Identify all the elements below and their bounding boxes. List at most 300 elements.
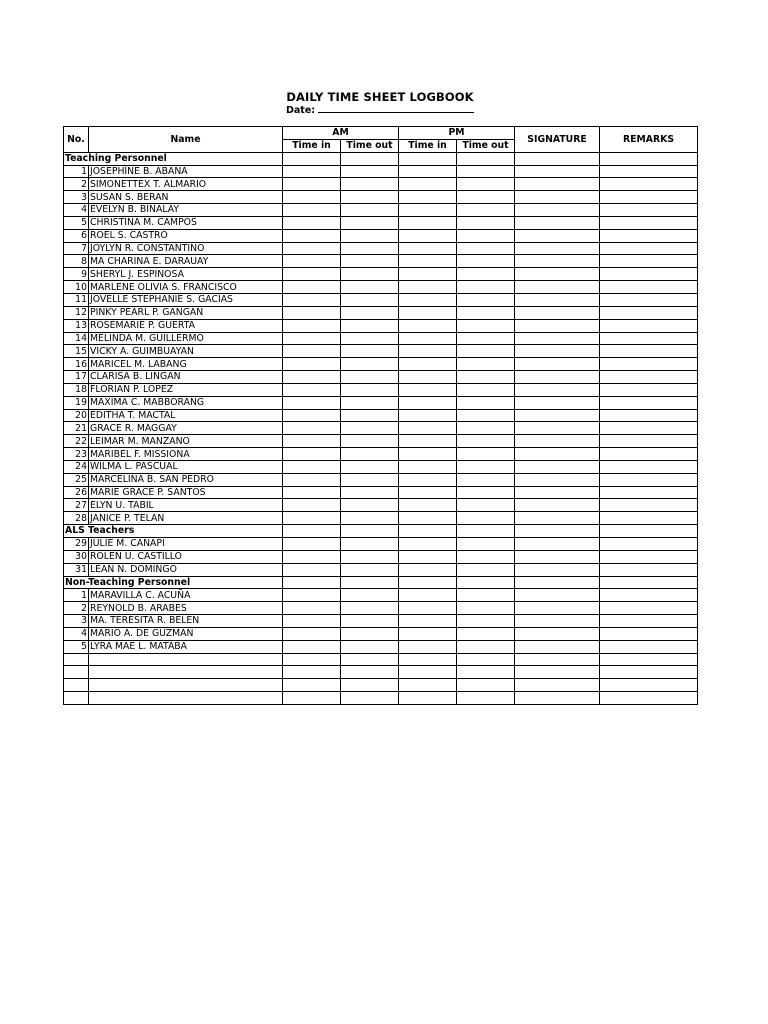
row-name[interactable] [89, 692, 283, 705]
am-time-in-cell[interactable] [283, 615, 341, 628]
am-time-in-cell[interactable] [283, 525, 341, 538]
table-row [64, 563, 698, 576]
am-time-out-cell[interactable] [341, 435, 399, 448]
am-time-out-cell[interactable] [341, 358, 399, 371]
signature-cell[interactable] [515, 204, 600, 217]
pm-time-in-cell[interactable] [399, 242, 457, 255]
pm-time-in-cell[interactable] [399, 371, 457, 384]
pm-time-out-cell[interactable] [457, 152, 515, 165]
pm-time-out-cell[interactable] [457, 460, 515, 473]
table-row [64, 615, 698, 628]
remarks-cell[interactable] [600, 152, 698, 165]
signature-cell[interactable] [515, 306, 600, 319]
table-row [64, 332, 698, 345]
am-time-in-cell[interactable] [283, 345, 341, 358]
pm-time-out-cell[interactable] [457, 589, 515, 602]
am-time-in-cell[interactable] [283, 550, 341, 563]
am-time-out-cell[interactable] [341, 627, 399, 640]
pm-time-in-cell[interactable] [399, 525, 457, 538]
signature-cell[interactable] [515, 191, 600, 204]
table-row [64, 409, 698, 422]
am-time-out-cell[interactable] [341, 293, 399, 306]
am-time-out-cell[interactable] [341, 396, 399, 409]
pm-time-in-cell[interactable] [399, 448, 457, 461]
am-time-out-cell[interactable] [341, 615, 399, 628]
remarks-cell[interactable] [600, 422, 698, 435]
row-number [64, 679, 89, 692]
row-number: 29 [64, 538, 89, 551]
remarks-cell[interactable] [600, 178, 698, 191]
row-number: 25 [64, 473, 89, 486]
am-time-out-cell[interactable] [341, 576, 399, 589]
pm-time-out-cell[interactable] [457, 409, 515, 422]
pm-time-in-cell[interactable] [399, 152, 457, 165]
am-time-in-cell[interactable] [283, 383, 341, 396]
am-time-out-cell[interactable] [341, 512, 399, 525]
pm-time-out-cell[interactable] [457, 229, 515, 242]
signature-cell[interactable] [515, 371, 600, 384]
pm-time-out-cell[interactable] [457, 653, 515, 666]
blank-row [64, 653, 698, 666]
am-time-in-cell[interactable] [283, 242, 341, 255]
signature-cell[interactable] [515, 627, 600, 640]
am-time-out-cell[interactable] [341, 306, 399, 319]
pm-time-in-cell[interactable] [399, 204, 457, 217]
table-row [64, 281, 698, 294]
table-row [64, 627, 698, 640]
pm-time-out-cell[interactable] [457, 319, 515, 332]
am-time-in-cell[interactable] [283, 422, 341, 435]
signature-cell[interactable] [515, 679, 600, 692]
am-time-in-cell[interactable] [283, 512, 341, 525]
pm-time-out-cell[interactable] [457, 293, 515, 306]
am-time-out-cell[interactable] [341, 216, 399, 229]
remarks-cell[interactable] [600, 358, 698, 371]
am-time-in-cell[interactable] [283, 332, 341, 345]
pm-time-in-cell[interactable] [399, 550, 457, 563]
pm-time-out-cell[interactable] [457, 178, 515, 191]
remarks-cell[interactable] [600, 460, 698, 473]
pm-time-out-cell[interactable] [457, 204, 515, 217]
pm-time-in-cell[interactable] [399, 602, 457, 615]
row-name: JOSEPHINE B. ABANA [89, 165, 283, 178]
pm-time-in-cell[interactable] [399, 512, 457, 525]
am-time-in-cell[interactable] [283, 538, 341, 551]
remarks-cell[interactable] [600, 602, 698, 615]
remarks-cell[interactable] [600, 409, 698, 422]
am-time-in-cell[interactable] [283, 371, 341, 384]
am-time-out-cell[interactable] [341, 268, 399, 281]
am-time-out-cell[interactable] [341, 679, 399, 692]
remarks-cell[interactable] [600, 550, 698, 563]
remarks-cell[interactable] [600, 679, 698, 692]
blank-row [64, 666, 698, 679]
pm-time-in-cell[interactable] [399, 486, 457, 499]
pm-time-out-cell[interactable] [457, 473, 515, 486]
table-row [64, 293, 698, 306]
signature-cell[interactable] [515, 319, 600, 332]
am-time-out-cell[interactable] [341, 550, 399, 563]
am-time-in-cell[interactable] [283, 268, 341, 281]
header-signature: SIGNATURE [515, 127, 600, 153]
row-name[interactable] [89, 679, 283, 692]
am-time-in-cell[interactable] [283, 692, 341, 705]
am-time-out-cell[interactable] [341, 460, 399, 473]
am-time-in-cell[interactable] [283, 563, 341, 576]
pm-time-in-cell[interactable] [399, 692, 457, 705]
pm-time-out-cell[interactable] [457, 563, 515, 576]
table-row [64, 383, 698, 396]
am-time-out-cell[interactable] [341, 255, 399, 268]
am-time-in-cell[interactable] [283, 409, 341, 422]
am-time-out-cell[interactable] [341, 319, 399, 332]
am-time-in-cell[interactable] [283, 319, 341, 332]
table-row [64, 371, 698, 384]
pm-time-out-cell[interactable] [457, 550, 515, 563]
pm-time-in-cell[interactable] [399, 409, 457, 422]
pm-time-out-cell[interactable] [457, 679, 515, 692]
am-time-in-cell[interactable] [283, 666, 341, 679]
am-time-out-cell[interactable] [341, 178, 399, 191]
remarks-cell[interactable] [600, 615, 698, 628]
am-time-in-cell[interactable] [283, 486, 341, 499]
am-time-in-cell[interactable] [283, 306, 341, 319]
remarks-cell[interactable] [600, 191, 698, 204]
pm-time-in-cell[interactable] [399, 191, 457, 204]
signature-cell[interactable] [515, 525, 600, 538]
table-row [64, 640, 698, 653]
pm-time-out-cell[interactable] [457, 512, 515, 525]
remarks-cell[interactable] [600, 268, 698, 281]
pm-time-out-cell[interactable] [457, 499, 515, 512]
row-name: SUSAN S. BERAN [89, 191, 283, 204]
signature-cell[interactable] [515, 615, 600, 628]
header-am-time-out: Time out [341, 139, 399, 152]
remarks-cell[interactable] [600, 345, 698, 358]
am-time-in-cell[interactable] [283, 216, 341, 229]
pm-time-in-cell[interactable] [399, 345, 457, 358]
am-time-in-cell[interactable] [283, 396, 341, 409]
am-time-in-cell[interactable] [283, 602, 341, 615]
am-time-out-cell[interactable] [341, 371, 399, 384]
remarks-cell[interactable] [600, 666, 698, 679]
pm-time-out-cell[interactable] [457, 358, 515, 371]
pm-time-out-cell[interactable] [457, 281, 515, 294]
remarks-cell[interactable] [600, 332, 698, 345]
signature-cell[interactable] [515, 486, 600, 499]
am-time-in-cell[interactable] [283, 178, 341, 191]
signature-cell[interactable] [515, 692, 600, 705]
pm-time-out-cell[interactable] [457, 640, 515, 653]
pm-time-in-cell[interactable] [399, 473, 457, 486]
pm-time-in-cell[interactable] [399, 615, 457, 628]
remarks-cell[interactable] [600, 319, 698, 332]
signature-cell[interactable] [515, 422, 600, 435]
pm-time-in-cell[interactable] [399, 293, 457, 306]
am-time-out-cell[interactable] [341, 332, 399, 345]
table-row [64, 602, 698, 615]
pm-time-in-cell[interactable] [399, 460, 457, 473]
am-time-in-cell[interactable] [283, 473, 341, 486]
am-time-out-cell[interactable] [341, 602, 399, 615]
signature-cell[interactable] [515, 473, 600, 486]
pm-time-out-cell[interactable] [457, 448, 515, 461]
am-time-out-cell[interactable] [341, 525, 399, 538]
signature-cell[interactable] [515, 409, 600, 422]
remarks-cell[interactable] [600, 435, 698, 448]
pm-time-out-cell[interactable] [457, 396, 515, 409]
header-remarks: REMARKS [600, 127, 698, 153]
am-time-out-cell[interactable] [341, 152, 399, 165]
signature-cell[interactable] [515, 242, 600, 255]
signature-cell[interactable] [515, 653, 600, 666]
am-time-out-cell[interactable] [341, 281, 399, 294]
pm-time-in-cell[interactable] [399, 589, 457, 602]
pm-time-out-cell[interactable] [457, 666, 515, 679]
am-time-out-cell[interactable] [341, 666, 399, 679]
am-time-in-cell[interactable] [283, 229, 341, 242]
am-time-out-cell[interactable] [341, 191, 399, 204]
am-time-out-cell[interactable] [341, 229, 399, 242]
remarks-cell[interactable] [600, 165, 698, 178]
pm-time-out-cell[interactable] [457, 165, 515, 178]
remarks-cell[interactable] [600, 512, 698, 525]
pm-time-in-cell[interactable] [399, 576, 457, 589]
pm-time-in-cell[interactable] [399, 679, 457, 692]
signature-cell[interactable] [515, 281, 600, 294]
signature-cell[interactable] [515, 345, 600, 358]
am-time-in-cell[interactable] [283, 435, 341, 448]
signature-cell[interactable] [515, 229, 600, 242]
am-time-out-cell[interactable] [341, 204, 399, 217]
pm-time-in-cell[interactable] [399, 499, 457, 512]
remarks-cell[interactable] [600, 640, 698, 653]
signature-cell[interactable] [515, 576, 600, 589]
pm-time-in-cell[interactable] [399, 358, 457, 371]
pm-time-in-cell[interactable] [399, 396, 457, 409]
signature-cell[interactable] [515, 563, 600, 576]
am-time-out-cell[interactable] [341, 538, 399, 551]
am-time-in-cell[interactable] [283, 255, 341, 268]
remarks-cell[interactable] [600, 563, 698, 576]
remarks-cell[interactable] [600, 473, 698, 486]
signature-cell[interactable] [515, 268, 600, 281]
remarks-cell[interactable] [600, 229, 698, 242]
table-row [64, 306, 698, 319]
row-number: 10 [64, 281, 89, 294]
pm-time-out-cell[interactable] [457, 692, 515, 705]
remarks-cell[interactable] [600, 281, 698, 294]
am-time-in-cell[interactable] [283, 499, 341, 512]
signature-cell[interactable] [515, 358, 600, 371]
signature-cell[interactable] [515, 589, 600, 602]
am-time-in-cell[interactable] [283, 589, 341, 602]
pm-time-out-cell[interactable] [457, 422, 515, 435]
am-time-out-cell[interactable] [341, 345, 399, 358]
am-time-in-cell[interactable] [283, 640, 341, 653]
row-number: 1 [64, 165, 89, 178]
signature-cell[interactable] [515, 152, 600, 165]
remarks-cell[interactable] [600, 653, 698, 666]
pm-time-out-cell[interactable] [457, 306, 515, 319]
am-time-in-cell[interactable] [283, 281, 341, 294]
row-number: 1 [64, 589, 89, 602]
am-time-out-cell[interactable] [341, 473, 399, 486]
am-time-out-cell[interactable] [341, 383, 399, 396]
row-name: GRACE R. MAGGAY [89, 422, 283, 435]
am-time-in-cell[interactable] [283, 460, 341, 473]
pm-time-out-cell[interactable] [457, 525, 515, 538]
remarks-cell[interactable] [600, 538, 698, 551]
pm-time-in-cell[interactable] [399, 268, 457, 281]
am-time-out-cell[interactable] [341, 640, 399, 653]
am-time-out-cell[interactable] [341, 165, 399, 178]
am-time-in-cell[interactable] [283, 358, 341, 371]
am-time-out-cell[interactable] [341, 653, 399, 666]
am-time-out-cell[interactable] [341, 242, 399, 255]
remarks-cell[interactable] [600, 692, 698, 705]
row-number: 13 [64, 319, 89, 332]
row-name: FLORIAN P. LOPEZ [89, 383, 283, 396]
signature-cell[interactable] [515, 602, 600, 615]
pm-time-out-cell[interactable] [457, 576, 515, 589]
section-header-row [64, 525, 698, 538]
pm-time-out-cell[interactable] [457, 627, 515, 640]
am-time-in-cell[interactable] [283, 152, 341, 165]
pm-time-in-cell[interactable] [399, 383, 457, 396]
remarks-cell[interactable] [600, 486, 698, 499]
am-time-out-cell[interactable] [341, 499, 399, 512]
row-name: MARIE GRACE P. SANTOS [89, 486, 283, 499]
pm-time-out-cell[interactable] [457, 255, 515, 268]
signature-cell[interactable] [515, 383, 600, 396]
section-label-cell [64, 152, 167, 165]
am-time-out-cell[interactable] [341, 486, 399, 499]
signature-cell[interactable] [515, 666, 600, 679]
pm-time-out-cell[interactable] [457, 383, 515, 396]
pm-time-out-cell[interactable] [457, 486, 515, 499]
remarks-cell[interactable] [600, 589, 698, 602]
remarks-cell[interactable] [600, 293, 698, 306]
am-time-in-cell[interactable] [283, 653, 341, 666]
table-row [64, 486, 698, 499]
pm-time-in-cell[interactable] [399, 563, 457, 576]
pm-time-out-cell[interactable] [457, 191, 515, 204]
signature-cell[interactable] [515, 512, 600, 525]
pm-time-out-cell[interactable] [457, 332, 515, 345]
am-time-in-cell[interactable] [283, 679, 341, 692]
signature-cell[interactable] [515, 499, 600, 512]
signature-cell[interactable] [515, 550, 600, 563]
am-time-out-cell[interactable] [341, 448, 399, 461]
pm-time-out-cell[interactable] [457, 602, 515, 615]
remarks-cell[interactable] [600, 396, 698, 409]
pm-time-in-cell[interactable] [399, 666, 457, 679]
row-name[interactable] [89, 666, 283, 679]
remarks-cell[interactable] [600, 627, 698, 640]
pm-time-out-cell[interactable] [457, 242, 515, 255]
row-name: SHERYL J. ESPINOSA [89, 268, 283, 281]
pm-time-out-cell[interactable] [457, 371, 515, 384]
signature-cell[interactable] [515, 332, 600, 345]
signature-cell[interactable] [515, 165, 600, 178]
pm-time-out-cell[interactable] [457, 216, 515, 229]
signature-cell[interactable] [515, 435, 600, 448]
pm-time-out-cell[interactable] [457, 615, 515, 628]
am-time-in-cell[interactable] [283, 191, 341, 204]
remarks-cell[interactable] [600, 242, 698, 255]
am-time-out-cell[interactable] [341, 422, 399, 435]
remarks-cell[interactable] [600, 204, 698, 217]
am-time-in-cell[interactable] [283, 627, 341, 640]
signature-cell[interactable] [515, 460, 600, 473]
am-time-out-cell[interactable] [341, 692, 399, 705]
pm-time-in-cell[interactable] [399, 216, 457, 229]
pm-time-in-cell[interactable] [399, 306, 457, 319]
signature-cell[interactable] [515, 396, 600, 409]
am-time-in-cell[interactable] [283, 448, 341, 461]
pm-time-in-cell[interactable] [399, 627, 457, 640]
table-row [64, 422, 698, 435]
remarks-cell[interactable] [600, 371, 698, 384]
remarks-cell[interactable] [600, 448, 698, 461]
am-time-in-cell[interactable] [283, 576, 341, 589]
remarks-cell[interactable] [600, 255, 698, 268]
row-number: 28 [64, 512, 89, 525]
pm-time-in-cell[interactable] [399, 281, 457, 294]
pm-time-in-cell[interactable] [399, 332, 457, 345]
signature-cell[interactable] [515, 640, 600, 653]
signature-cell[interactable] [515, 255, 600, 268]
pm-time-in-cell[interactable] [399, 255, 457, 268]
pm-time-in-cell[interactable] [399, 178, 457, 191]
row-name: JOYLYN R. CONSTANTINO [89, 242, 283, 255]
signature-cell[interactable] [515, 216, 600, 229]
pm-time-in-cell[interactable] [399, 640, 457, 653]
pm-time-in-cell[interactable] [399, 165, 457, 178]
remarks-cell[interactable] [600, 216, 698, 229]
remarks-cell[interactable] [600, 383, 698, 396]
pm-time-in-cell[interactable] [399, 435, 457, 448]
row-number: 2 [64, 178, 89, 191]
pm-time-out-cell[interactable] [457, 268, 515, 281]
row-number: 5 [64, 640, 89, 653]
pm-time-in-cell[interactable] [399, 319, 457, 332]
am-time-in-cell[interactable] [283, 293, 341, 306]
pm-time-out-cell[interactable] [457, 345, 515, 358]
am-time-in-cell[interactable] [283, 204, 341, 217]
pm-time-out-cell[interactable] [457, 435, 515, 448]
signature-cell[interactable] [515, 538, 600, 551]
am-time-out-cell[interactable] [341, 409, 399, 422]
remarks-cell[interactable] [600, 306, 698, 319]
row-name[interactable] [89, 653, 283, 666]
am-time-out-cell[interactable] [341, 563, 399, 576]
signature-cell[interactable] [515, 293, 600, 306]
signature-cell[interactable] [515, 178, 600, 191]
remarks-cell[interactable] [600, 499, 698, 512]
signature-cell[interactable] [515, 448, 600, 461]
remarks-cell[interactable] [600, 525, 698, 538]
remarks-cell[interactable] [600, 576, 698, 589]
am-time-in-cell[interactable] [283, 165, 341, 178]
pm-time-in-cell[interactable] [399, 538, 457, 551]
pm-time-in-cell[interactable] [399, 229, 457, 242]
pm-time-out-cell[interactable] [457, 538, 515, 551]
pm-time-in-cell[interactable] [399, 653, 457, 666]
pm-time-in-cell[interactable] [399, 422, 457, 435]
am-time-out-cell[interactable] [341, 589, 399, 602]
